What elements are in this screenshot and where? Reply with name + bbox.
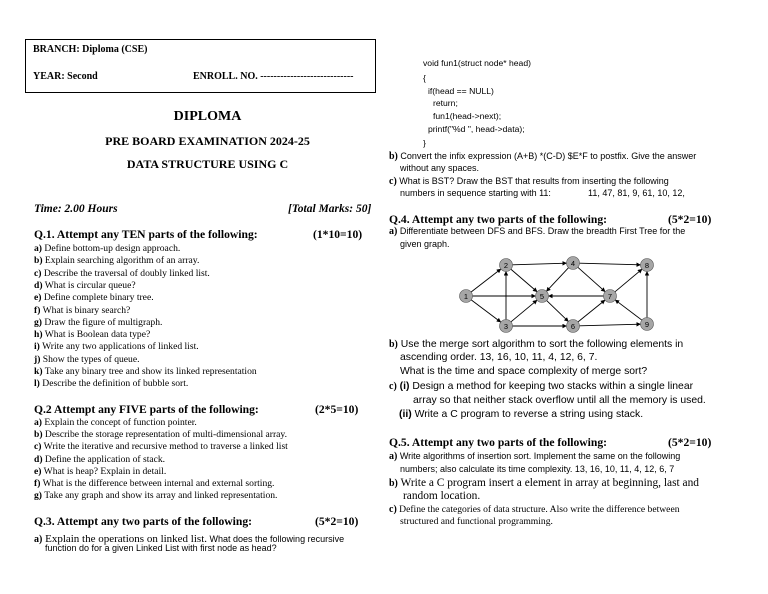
q2-item-text: Explain the concept of function pointer. <box>42 417 197 428</box>
q1-heading: Q.1. Attempt any TEN parts of the following: <box>34 228 258 241</box>
q2-item-key: g) <box>34 490 42 502</box>
q4-b <box>389 339 683 350</box>
q1-item-text: Show the types of queue. <box>40 353 140 365</box>
q1-item-key: f) <box>34 304 41 316</box>
q3-heading: Q.3. Attempt any two parts of the following: <box>34 515 253 528</box>
q3-b-key: b) <box>389 151 398 162</box>
graph-node-label: 7 <box>607 291 613 301</box>
q5-heading: Q.5. Attempt any two parts of the following: <box>389 436 608 449</box>
q1-item-text: What is binary search? <box>40 304 131 316</box>
q2-item <box>34 441 288 452</box>
q1-item-key: d) <box>34 279 43 291</box>
q3-c <box>389 176 669 187</box>
q3-marks: (5*2=10) <box>315 515 359 528</box>
enroll-number-field: ENROLL. NO. ---------------------------- <box>193 71 354 82</box>
q1-item-text: What is circular queue? <box>42 279 136 291</box>
q5-marks: (5*2=10) <box>668 436 712 449</box>
q4-a-line2: given graph. <box>400 239 450 249</box>
q3-a-text-sans: What does the following recursive <box>207 534 345 544</box>
q1-item-key: a) <box>34 243 42 254</box>
q4-c <box>389 381 693 392</box>
q3-a-line2: function do for a given Linked List with first node as head? <box>45 543 277 553</box>
q1-marks: (1*10=10) <box>313 228 363 241</box>
q3-b <box>389 151 696 162</box>
q2-item-key: d) <box>34 453 43 465</box>
q5-b-text: Write a C program insert a element in array at beginning, last and <box>397 477 699 489</box>
graph-edge-4-5 <box>546 268 568 292</box>
q1-item-key: i) <box>34 341 40 353</box>
q3-a-key: a) <box>34 534 43 545</box>
q1-item <box>34 292 154 303</box>
q2-item-text: Write the iterative and recursive method to traverse a linked list <box>41 441 288 453</box>
graph-node-label: 1 <box>463 291 469 301</box>
code-line-1: void fun1(struct node* head) <box>423 58 531 68</box>
q5-c <box>389 504 680 515</box>
q4-b-line2: ascending order. 13, 16, 10, 11, 4, 12, 6, 7. <box>400 352 598 363</box>
q2-item-key: b) <box>34 429 43 441</box>
q5-b-line2: random location. <box>403 490 481 502</box>
q1-item <box>34 243 180 254</box>
graph-edge-7-8 <box>615 269 642 292</box>
code-line-3: if(head == NULL) <box>428 86 494 96</box>
q1-item-text: Take any binary tree and show its linked representation <box>42 366 257 377</box>
graph-edge-6-9 <box>579 324 640 326</box>
q3-b-line2: without any spaces. <box>400 163 480 173</box>
q5-b <box>389 477 699 489</box>
q3-c-text: What is BST? Draw the BST that results from inserting the following <box>396 176 669 186</box>
q1-item-text: Explain searching algorithm of an array. <box>42 255 200 267</box>
q1-item <box>34 305 130 316</box>
q2-item-key: e) <box>34 465 42 477</box>
branch-label: BRANCH: Diploma (CSE) <box>33 44 148 55</box>
q1-item-text: Define complete binary tree. <box>41 292 154 304</box>
code-line-4: return; <box>433 98 458 108</box>
q2-item <box>34 454 165 465</box>
q5-a-key: a) <box>389 451 398 462</box>
q4-b-line3: What is the time and space complexity of merge sort? <box>400 366 648 377</box>
subject-title: DATA STRUCTURE USING C <box>126 157 289 171</box>
q5-c-key: c) <box>389 504 397 515</box>
q1-item <box>34 268 210 279</box>
q4-heading: Q.4. Attempt any two parts of the following: <box>389 213 608 226</box>
q4-c-ii-text: Write a C program to reverse a string using stack. <box>411 409 644 420</box>
q4-a <box>389 226 685 237</box>
graph-edge-9-7 <box>615 300 642 320</box>
graph-edge-1-2 <box>471 269 501 292</box>
q1-item-text: Define bottom-up design approach. <box>42 243 181 254</box>
graph-edge-4-8 <box>579 263 640 265</box>
q1-item-key: g) <box>34 316 42 328</box>
q1-item-key: j) <box>34 353 41 365</box>
q2-item-text: Take any graph and show its array and linked representation. <box>42 490 278 502</box>
q2-item <box>34 417 197 428</box>
q1-item-text: Describe the traversal of doubly linked list. <box>41 267 210 279</box>
directed-graph-figure <box>450 254 670 336</box>
q1-item <box>34 354 140 365</box>
q2-item-key: f) <box>34 478 41 489</box>
total-marks-label: [Total Marks: 50] <box>288 203 372 215</box>
q2-item <box>34 490 277 501</box>
q5-a <box>389 451 680 462</box>
graph-edge-4-7 <box>578 267 605 291</box>
q2-heading: Q.2 Attempt any FIVE parts of the following: <box>34 403 259 416</box>
q1-item <box>34 378 188 389</box>
year-label: YEAR: Second <box>33 71 98 82</box>
graph-edge-1-3 <box>471 300 501 322</box>
q2-item-text: Define the application of stack. <box>42 453 166 465</box>
q2-item <box>34 429 287 440</box>
q3-b-text: Convert the infix expression (A+B) *(C-D) $E*F to postfix. Give the answer <box>397 151 697 161</box>
q1-item-key: b) <box>34 255 43 267</box>
q1-item-key: c) <box>34 267 42 279</box>
code-line-7: } <box>423 138 426 148</box>
graph-edge-2-4 <box>512 263 566 265</box>
q5-c-text: Define the categories of data structure. Also write the difference between <box>396 504 680 515</box>
graph-node-label: 3 <box>503 321 509 331</box>
q1-item <box>34 366 257 377</box>
q3-c-numbers: 11, 47, 81, 9, 61, 10, 12, <box>588 188 685 198</box>
q2-item-text: What is the difference between internal and external sorting. <box>40 478 275 489</box>
graph-node-label: 6 <box>570 321 576 331</box>
q1-item <box>34 329 150 340</box>
q1-item-text: Write any two applications of linked list. <box>39 341 199 353</box>
graph-edge-3-5 <box>511 300 537 322</box>
exam-title-diploma: DIPLOMA <box>173 109 242 124</box>
q4-a-key: a) <box>389 226 398 237</box>
q1-item-key: k) <box>34 366 43 377</box>
graph-edge-5-6 <box>547 301 569 322</box>
code-line-2: { <box>423 73 426 83</box>
q2-item-text: What is heap? Explain in detail. <box>41 465 167 477</box>
q4-c-line2: array so that neither stack overflow until all the memory is used. <box>413 395 706 406</box>
graph-node-label: 2 <box>503 260 509 270</box>
q1-item-key: h) <box>34 329 43 341</box>
q4-c-i: (i) <box>399 381 410 392</box>
q4-c-key: c) <box>389 381 397 392</box>
q3-c-key: c) <box>389 176 397 187</box>
q4-marks: (5*2=10) <box>668 213 712 226</box>
q1-item <box>34 255 199 266</box>
q2-item <box>34 466 166 477</box>
q5-a-text: Write algorithms of insertion sort. Implement the same on the following <box>397 451 681 461</box>
code-line-5: fun1(head->next); <box>433 111 502 121</box>
code-line-6: printf("%d ", head->data); <box>428 124 525 134</box>
q4-c-ii-key: (ii) <box>399 409 412 420</box>
q4-a-text: Differentiate between DFS and BFS. Draw the breadth First Tree for the <box>397 226 686 236</box>
q5-c-line2: structured and functional programming. <box>400 516 553 527</box>
q3-c-line2: numbers in sequence starting with 11: <box>400 188 551 198</box>
q5-b-key: b) <box>389 478 398 489</box>
q2-item-key: a) <box>34 417 42 428</box>
q1-item <box>34 317 162 328</box>
q4-c-text: Design a method for keeping two stacks within a single linear <box>409 381 694 392</box>
q5-a-line2: numbers; also calculate its time complexity. 13, 16, 10, 11, 4, 12, 6, 7 <box>400 464 675 474</box>
q2-marks: (2*5=10) <box>315 403 359 416</box>
q2-item-key: c) <box>34 441 42 453</box>
graph-node-label: 5 <box>539 291 545 301</box>
q2-item <box>34 478 274 489</box>
exam-title-preboard: PRE BOARD EXAMINATION 2024-25 <box>105 134 310 148</box>
graph-node-label: 9 <box>644 319 650 329</box>
q1-item <box>34 341 199 352</box>
q3-a-text-serif: Explain the operations on linked list. <box>42 533 208 545</box>
graph-edge-2-5 <box>511 269 537 292</box>
q4-c-ii <box>399 409 643 420</box>
graph-node-label: 4 <box>570 258 576 268</box>
q4-b-text: Use the merge sort algorithm to sort the following elements in <box>397 339 684 350</box>
q1-item <box>34 280 136 291</box>
graph-edge-6-7 <box>578 300 605 322</box>
graph-node-label: 8 <box>644 260 650 270</box>
q4-b-key: b) <box>389 339 398 350</box>
time-label: Time: 2.00 Hours <box>34 203 118 215</box>
q1-item-text: Describe the definition of bubble sort. <box>39 378 189 390</box>
q1-item-key: e) <box>34 292 42 304</box>
q1-item-text: Draw the figure of multigraph. <box>42 316 163 328</box>
q1-item-text: What is Boolean data type? <box>42 329 151 341</box>
q1-item-key: l) <box>34 378 40 390</box>
q2-item-text: Describe the storage representation of multi-dimensional array. <box>42 429 287 441</box>
